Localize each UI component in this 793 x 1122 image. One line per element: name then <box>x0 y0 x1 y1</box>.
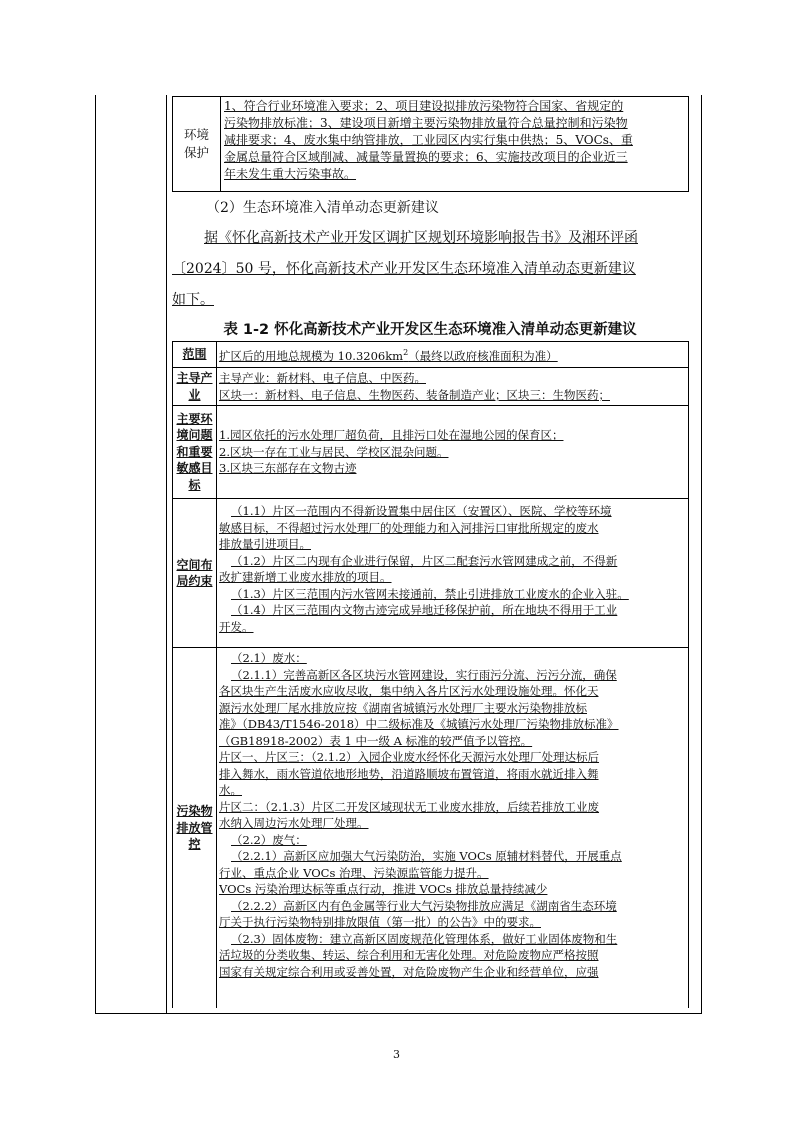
column-divider <box>166 95 167 1013</box>
pollution-line: （2.2.2）高新区内有色金属等行业大气污染物排放应满足《湖南省生态环境 <box>231 898 617 913</box>
scope-text: 扩区后的用地总规模为 10.3206km <box>219 348 404 363</box>
table-row-space <box>173 499 688 648</box>
pollution-line: 排入舞水，雨水管道依地形地势，沿道路顺坡布置管道，将雨水就近排入舞 <box>219 766 599 781</box>
row-label-scope: 范围 <box>173 342 217 367</box>
pollution-line: （2.1）废水： <box>231 651 307 665</box>
table-title: 表 1-2 怀化高新技术产业开发区生态环境准入清单动态更新建议 <box>223 322 637 338</box>
pollution-content <box>217 648 688 1008</box>
pollution-line: 各区块生产生活废水应收尽收，集中纳入各片区污水处理设施处理。怀化天 <box>219 684 599 698</box>
pollution-line: 国家有关规定综合利用或妥善处置，对危险废物产生企业和经营单位，应强 <box>219 964 599 979</box>
pollution-line: 水。 <box>219 783 242 797</box>
pollution-line: 片区一、片区三：（2.1.2）入园企业废水经怀化天源污水处理厂处理达标后 <box>219 750 600 764</box>
row-label-issues: 主要环境问题和重要敏感目标 <box>173 406 217 498</box>
pollution-line: 片区二：（2.1.3）片区二开发区域现状无工业废水排放，后续若排放工业废 <box>219 799 600 814</box>
space-line: 改扩建新增工业废水排放的项目。 <box>219 570 392 584</box>
space-line: （1.3）片区三范围内污水管网未接通前，禁止引进排放工业废水的企业入驻。 <box>231 586 629 601</box>
env-line: 年未发生重大污染事故。 <box>224 167 357 181</box>
intro-line: 〔2024〕50 号，怀化高新技术产业开发区生态环境准入清单动态更新建议 <box>172 261 636 277</box>
space-content <box>217 499 688 647</box>
space-line: （1.2）片区二内现有企业进行保留，片区二配套污水管网建成之前，不得新 <box>231 553 618 568</box>
pollution-line: 活垃圾的分类收集、转运、综合利用和无害化处理。对危险废物应严格按照 <box>219 948 599 962</box>
env-protection-label <box>173 97 221 191</box>
section-heading: （2）生态环境准入清单动态更新建议 <box>206 200 439 216</box>
env-line: 金属总量符合区域削减、减量等量置换的要求；6、实施技改项目的企业近三 <box>224 150 628 164</box>
space-line: （1.1）片区一范围内不得新设置集中居住区（安置区）、医院、学校等环境 <box>231 504 612 518</box>
space-line: （1.4）片区三范围内文物古迹完成异地迁移保护前，所在地块不得用于工业 <box>231 603 618 617</box>
industry-line: 区块一：新材料、电子信息、生物医药、装备制造产业；区块三：生物医药； <box>219 387 610 402</box>
row-label-industry: 主导产业 <box>173 368 217 405</box>
scope-sup: 2 <box>403 347 409 357</box>
pollution-line: （2.3）固体废物：建立高新区固废规范化管理体系，做好工业固体废物和生 <box>231 931 618 946</box>
industry-content <box>217 368 688 405</box>
scope-content <box>217 342 688 367</box>
env-label-line1: 环境 <box>183 127 209 142</box>
issues-line: 2.区块一存在工业与居民、学校区混杂问题。 <box>219 444 449 459</box>
intro-paragraph <box>172 225 688 318</box>
pollution-line: 行业、重点企业 VOCs 治理、污染源监管能力提升。 <box>219 865 489 880</box>
table-row-scope <box>173 342 688 368</box>
issues-content <box>217 406 688 498</box>
pollution-line: 水纳入周边污水处理厂处理。 <box>219 816 369 830</box>
env-protection-requirements <box>221 97 688 191</box>
intro-line: 据《怀化高新技术产业开发区调扩区规划环境影响报告书》及湘环评函 <box>204 230 638 246</box>
industry-line: 主导产业：新材料、电子信息、中医药。 <box>219 371 426 385</box>
pollution-line: 准》（DB43/T1546-2018）中二级标准及《城镇污水处理厂污染物排放标准》 <box>219 717 619 731</box>
table-row-issues <box>173 406 688 499</box>
pollution-line: （GB18918-2002）表 1 中一级 A 标准的较严值予以管控。 <box>219 733 533 748</box>
env-label-line2: 保护 <box>183 145 209 160</box>
space-line: 排放量引进项目。 <box>219 537 311 551</box>
space-line: 开发。 <box>219 619 254 634</box>
scope-note: （最终以政府核准面积为准） <box>408 348 558 363</box>
issues-line: 3.区块三东部存在文物古迹 <box>219 461 357 476</box>
row-label-pollution: 污染物排放管控 <box>173 648 217 1008</box>
env-line: 减排要求；4、废水集中纳管排放，工业园区内实行集中供热；5、VOCs、重 <box>224 133 633 147</box>
pollution-line: （2.2.1）高新区应加强大气污染防治，实施 VOCs 原辅材料替代，开展重点 <box>231 849 622 863</box>
row-label-space: 空间布局约束 <box>173 499 217 647</box>
pollution-line: VOCs 污染治理达标等重点行动，推进 VOCs 排放总量持续减少 <box>219 882 548 896</box>
issues-line: 1.园区依托的污水处理厂超负荷，且排污口处在湿地公园的保育区； <box>219 428 564 443</box>
intro-line: 如下。 <box>172 292 214 308</box>
access-list-table <box>172 341 689 1008</box>
table-row-pollution <box>173 648 688 1008</box>
page-number: 3 <box>393 1048 400 1061</box>
pollution-line: （2.1.1）完善高新区各区块污水管网建设，实行雨污分流、污污分流，确保 <box>231 667 617 682</box>
pollution-line: 厅关于执行污染物特别排放限值（第一批）的公告》中的要求。 <box>219 915 541 929</box>
env-line: 1、符合行业环境准入要求；2、项目建设拟排放污染物符合国家、省规定的 <box>224 99 624 113</box>
table-row-industry <box>173 368 688 406</box>
pollution-line: （2.2）废气： <box>231 832 307 847</box>
env-protection-table <box>172 96 689 192</box>
env-line: 污染物排放标准；3、建设项目新增主要污染物排放量符合总量控制和污染物 <box>224 116 628 130</box>
space-line: 敏感目标，不得超过污水处理厂的处理能力和入河排污口审批所规定的废水 <box>219 520 599 535</box>
pollution-line: 源污水处理厂尾水排放应按《湖南省城镇污水处理厂主要水污染物排放标 <box>219 700 587 715</box>
